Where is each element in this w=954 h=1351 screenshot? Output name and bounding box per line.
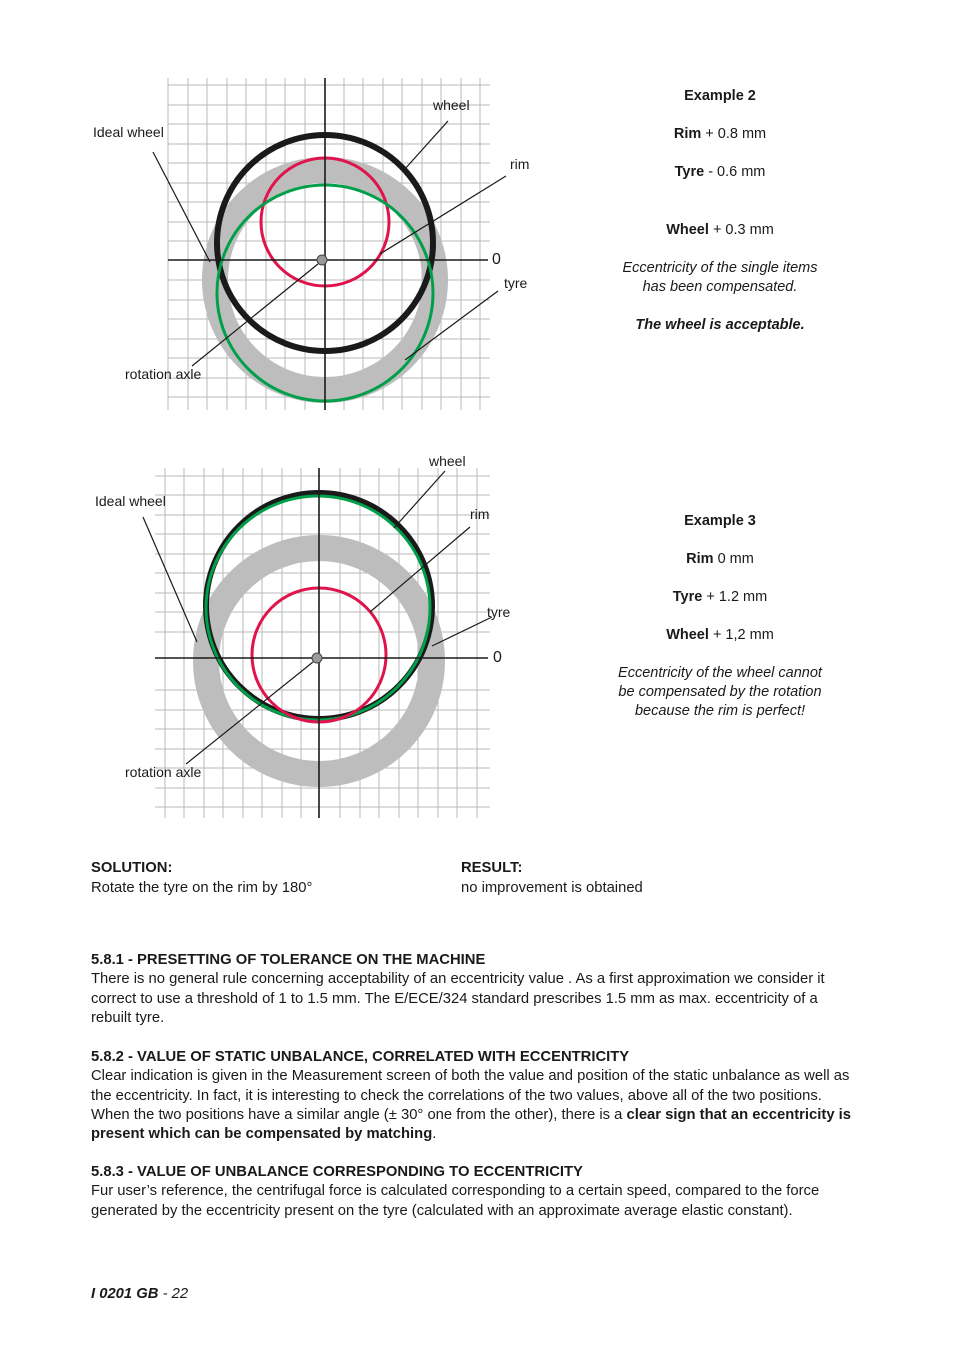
example-2-rim-label: Rim — [673, 126, 702, 142]
example-3-note-1: Eccentricity of the wheel cannot — [618, 665, 822, 681]
label-rotation-axle: rotation axle — [125, 366, 202, 382]
solution-text: Rotate the tyre on the rim by 180° — [91, 880, 313, 896]
example-3-note-2: be compensated by the rotation — [618, 684, 822, 700]
example-2-tyre-label: Tyre — [674, 164, 705, 180]
label-rim: rim — [470, 506, 490, 522]
example-3-note-3: because the rim is perfect! — [634, 703, 806, 719]
example-2-rim-value: + 0.8 mm — [705, 126, 767, 142]
example-3-wheel-label: Wheel — [666, 627, 709, 643]
example-3-tyre-value: + 1.2 mm — [706, 589, 768, 605]
example-3-wheel-value: + 1,2 mm — [712, 627, 774, 643]
label-rotation-axle: rotation axle — [125, 764, 202, 780]
footer-doc-code: I 0201 GB — [91, 1286, 159, 1302]
example-2-verdict: The wheel is acceptable. — [635, 317, 805, 333]
result-block — [461, 858, 643, 898]
tyre-circle — [206, 496, 430, 720]
example-3-rim-value: 0 mm — [717, 551, 754, 567]
solution-title: SOLUTION: — [91, 860, 173, 876]
footer-page-number: - 22 — [158, 1286, 189, 1302]
example-3-rim-label: Rim — [686, 551, 714, 567]
section-body-end: . — [432, 1126, 437, 1143]
label-zero: 0 — [492, 251, 501, 268]
label-wheel: wheel — [429, 453, 466, 469]
rotation-axle-point — [317, 255, 327, 265]
example-2-note-2: has been compensated. — [642, 279, 798, 295]
section-body: Fur user’s reference, the centrifugal force is calculated corresponding to a certain speed, compared to the force generated by the eccentricity present on the tyre (calculated with an approximate average elastic constant). — [91, 1183, 820, 1219]
section-title: 5.8.2 - VALUE OF STATIC UNBALANCE, CORRELATED WITH ECCENTRICITY — [91, 1049, 630, 1065]
example-2-note-1: Eccentricity of the single items — [622, 260, 818, 276]
section-body-text: Clear indication is given in the Measurement screen of both the value and position of the static unbalance as well as the eccentricity. In fact, it is interesting to check the correlations of the two values, above all of the two positions. When the two positions have a similar angle (± 30° one from the other), there is a — [91, 1068, 850, 1123]
example-2-panel — [560, 87, 880, 335]
label-rim: rim — [510, 156, 530, 172]
label-tyre: tyre — [504, 275, 528, 291]
section-body: There is no general rule concerning acceptability of an eccentricity value . As a first approximation we consider it correct to use a threshold of 1 to 1.5 mm. The E/ECE/324 standard prescribes 1.5 mm as max. eccentricity of a rebuilt tyre. — [91, 971, 825, 1026]
section-body — [91, 1067, 851, 1144]
leader-ideal — [143, 517, 197, 642]
result-text: no improvement is obtained — [461, 880, 643, 896]
section-title: 5.8.3 - VALUE OF UNBALANCE CORRESPONDING TO ECCENTRICITY — [91, 1164, 583, 1180]
result-title: RESULT: — [461, 860, 523, 876]
section-title: 5.8.1 - PRESETTING OF TOLERANCE ON THE MACHINE — [91, 952, 486, 968]
label-wheel: wheel — [433, 97, 470, 113]
label-ideal-wheel: Ideal wheel — [93, 124, 164, 140]
example-2-tyre-value: - 0.6 mm — [708, 164, 766, 180]
label-ideal-wheel: Ideal wheel — [95, 493, 166, 509]
label-tyre: tyre — [487, 604, 511, 620]
solution-block — [91, 858, 312, 898]
section-body-bold: clear sign that an eccentricity is present which can be compensated by matching — [91, 1106, 851, 1143]
example-3-tyre-label: Tyre — [672, 589, 703, 605]
example-3-title: Example 3 — [684, 513, 756, 529]
label-zero: 0 — [493, 649, 502, 666]
example-2-title: Example 2 — [684, 88, 756, 104]
section-5-8-2 — [91, 1048, 851, 1144]
example-3-panel — [560, 512, 880, 721]
example-2-wheel-label: Wheel — [666, 222, 709, 238]
section-5-8-3 — [91, 1163, 851, 1221]
page-footer — [91, 1286, 188, 1302]
leader-ideal — [153, 152, 210, 262]
section-5-8-1 — [91, 951, 851, 1028]
leader-wheel — [394, 471, 445, 528]
rotation-axle-point — [312, 653, 322, 663]
example-2-wheel-value: + 0.3 mm — [712, 222, 774, 238]
